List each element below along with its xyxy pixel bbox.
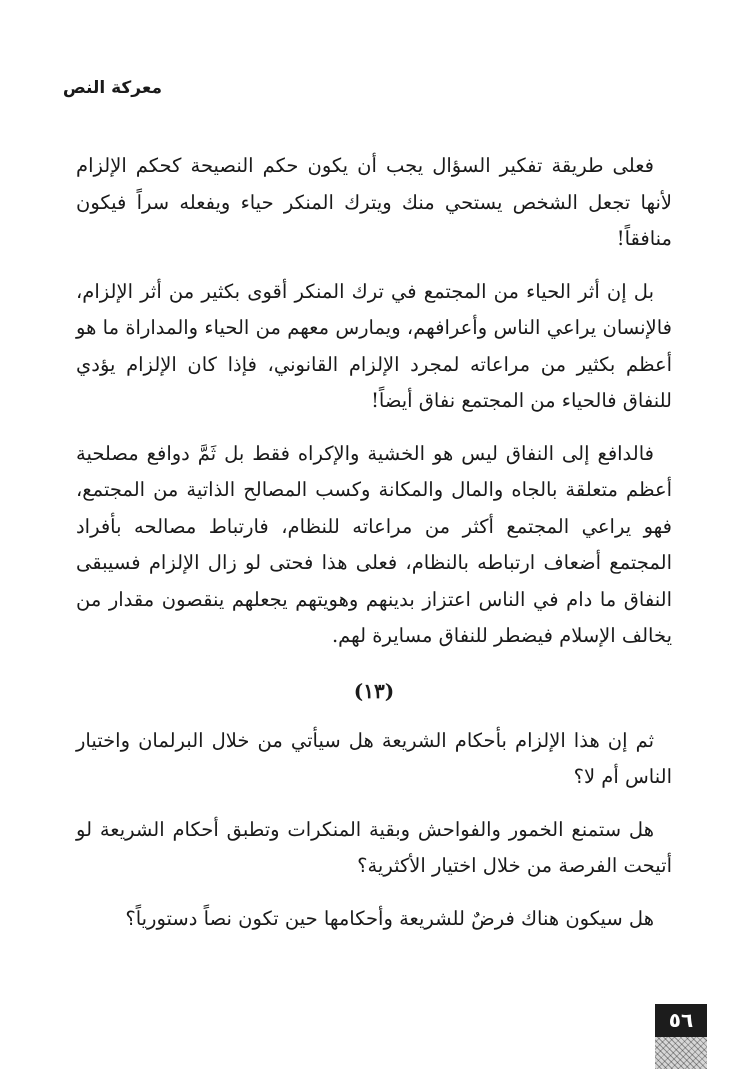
- paragraph-1: فعلى طريقة تفكير السؤال يجب أن يكون حكم النصيحة كحكم الإلزام لأنها تجعل الشخص يستحي منك ويترك المنكر حياء ويفعله سراً فيكون منافقاً!: [76, 154, 672, 250]
- section-number: (١٣): [353, 678, 395, 703]
- question-2: هل ستمنع الخمور والفواحش وبقية المنكرات وتطبق أحكام الشريعة لو أتيحت الفرصة من خلال اختيار الأكثرية؟: [76, 817, 672, 877]
- page-body: [76, 148, 672, 953]
- decorative-pattern: [655, 1037, 707, 1069]
- page-number-badge: ٥٦: [655, 1004, 707, 1037]
- question-3: هل سيكون هناك فرضٌ للشريعة وأحكامها حين تكون نصاً دستورياً؟: [125, 906, 654, 930]
- question-1: ثم إن هذا الإلزام بأحكام الشريعة هل سيأتي من خلال البرلمان واختيار الناس أم لا؟: [76, 728, 672, 788]
- paragraph-2: بل إن أثر الحياء من المجتمع في ترك المنكر أقوى بكثير من أثر الإلزام، فالإنسان يراعي الناس وأعرافهم، ويمارس معهم من الحياء والمداراة ما هو أعظم بكثير من مراعاته لمجرد الإلزام القانوني، فإذا كان الإلزام يؤدي للنفاق فالحياء من المجتمع نفاق أيضاً!: [76, 279, 672, 412]
- paragraph-3: فالدافع إلى النفاق ليس هو الخشية والإكراه فقط بل ثَمَّ دوافع مصلحية أعظم متعلقة بالجاه والمال والمكانة وكسب المصالح الذاتية من المجتمع، فهو يراعي المجتمع أكثر من مراعاته للنظام، فارتباط مصالحه بأفراد المجتمع أضعاف ارتباطه بالنظام، فعلى هذا فحتى لو زال الإلزام فسيبقى النفاق ما دام في الناس اعتزاز بدينهم وهويتهم يجعلهم ينقصون مقدار من يخالف الإسلام فيضطر للنفاق مسايرة لهم.: [76, 441, 672, 647]
- running-header-title: معركة النص: [62, 78, 162, 98]
